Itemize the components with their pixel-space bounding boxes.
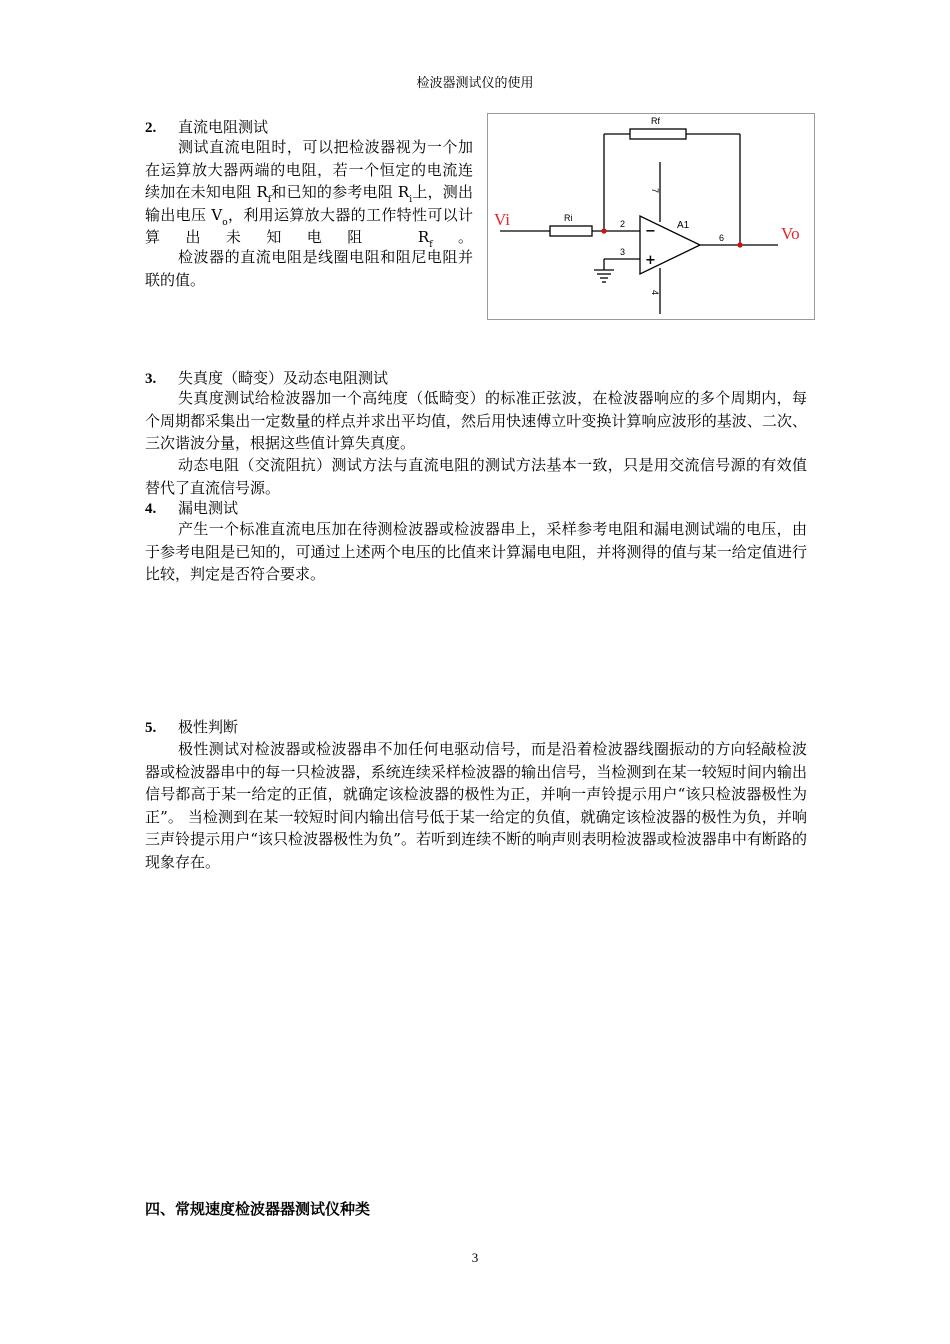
distortion-paragraph: 失真度测试给检波器加一个高纯度（低畸变）的标准正弦波，在检波器响应的多个周期内，每个周期都采集出一定数量的样点并求出平均值，然后用快速傅立叶变换计算响应波形的基波、二次、三次谐波分量，根据这些值计算失真度。: [145, 389, 807, 453]
pin-3-label: 3: [620, 247, 626, 257]
circuit-svg: [488, 114, 814, 319]
circuit-wires: [500, 134, 778, 314]
chapter-four-heading: 四、常规速度检波器器测试仪种类: [145, 1200, 371, 1218]
pin-7-label: 7: [650, 188, 660, 194]
section-4-heading: [145, 497, 238, 520]
dynamic-resistance-paragraph: 动态电阻（交流阻抗）测试方法与直流电阻的测试方法基本一致，只是用交流信号源的有效值替代了直流信号源。: [145, 456, 807, 497]
rf-label: Rf: [651, 116, 660, 126]
section-number: 3.: [145, 371, 157, 387]
plus-sign: +: [645, 253, 656, 268]
section-number: 5.: [145, 720, 157, 736]
output-label: Vo: [781, 224, 800, 243]
dc-resistance-note: 检波器的直流电阻是线圈电阻和阻尼电阻并联的值。: [145, 248, 473, 289]
text-run: 上，测出输出电压 V: [145, 183, 473, 224]
page-number: 3: [471, 1250, 479, 1265]
subscript: f: [429, 240, 433, 251]
pin-6-label: 6: [719, 233, 725, 243]
input-label: Vi: [494, 210, 510, 229]
op-amp-circuit-diagram: [487, 113, 815, 320]
section-title: 直流电阻测试: [178, 118, 269, 136]
subscript: o: [222, 217, 228, 228]
subscript: i: [409, 195, 413, 206]
leakage-paragraph: 产生一个标准直流电压加在待测检波器或检波器串上，采样参考电阻和漏电测试端的电压，由于参考电阻是已知的，可通过上述两个电压的比值来计算漏电电阻，并将测得的值与某一给定值进行比较，判定是否符合要求。: [145, 520, 807, 584]
section-title: 漏电测试: [178, 499, 239, 517]
section-number: 4.: [145, 501, 157, 517]
section-5-heading: [145, 716, 238, 739]
text-run: 和已知的参考电阻 R: [271, 183, 410, 202]
section-title: 极性判断: [178, 718, 239, 736]
page-header: 检波器测试仪的使用: [416, 76, 534, 91]
text-run: 。: [432, 228, 473, 247]
amp-label: A1: [677, 220, 690, 231]
polarity-paragraph: 极性测试对检波器或检波器串不加任何电驱动信号，而是沿着检波器线圈振动的方向轻敲检波器或检波器串中的每一只检波器，系统连续采样检波器的输出信号，当检测到在某一较短时间内输出信号都高于某一给定的正值，就确定该检波器的极性为正，并响一声铃提示用户“该只检波器极性为正”。 当检测到在某一较短时间内输出信号低于某一给定的负值，就确定该检波器的极性为负，并响三声铃提示用户“该只检波器极性为负”。若听到连续不断的响声则表明检波器或检波器串中有断路的现象存在。: [145, 740, 807, 871]
inverting-node-dot: [601, 228, 606, 233]
ri-label: Ri: [564, 213, 573, 223]
ri-resistor: [550, 226, 592, 236]
dc-resistance-paragraph: [145, 136, 473, 249]
pin-2-label: 2: [620, 219, 626, 229]
subscript: f: [267, 195, 272, 206]
output-node-dot: [737, 242, 742, 247]
section-number: 2.: [145, 120, 157, 136]
section-title: 失真度（畸变）及动态电阻测试: [178, 369, 389, 387]
pin-4-label: 4: [650, 290, 660, 296]
rf-resistor: [630, 129, 686, 139]
text-run: 测试直流电阻时，可以把检波器视为一个加在运算放大器两端的电阻，若一个恒定的电流连续加在未知电阻 R: [145, 138, 473, 202]
text-run: ，利用运算放大器的工作特性可以计算出未知电阻 R: [145, 205, 473, 247]
minus-sign: −: [645, 224, 656, 239]
